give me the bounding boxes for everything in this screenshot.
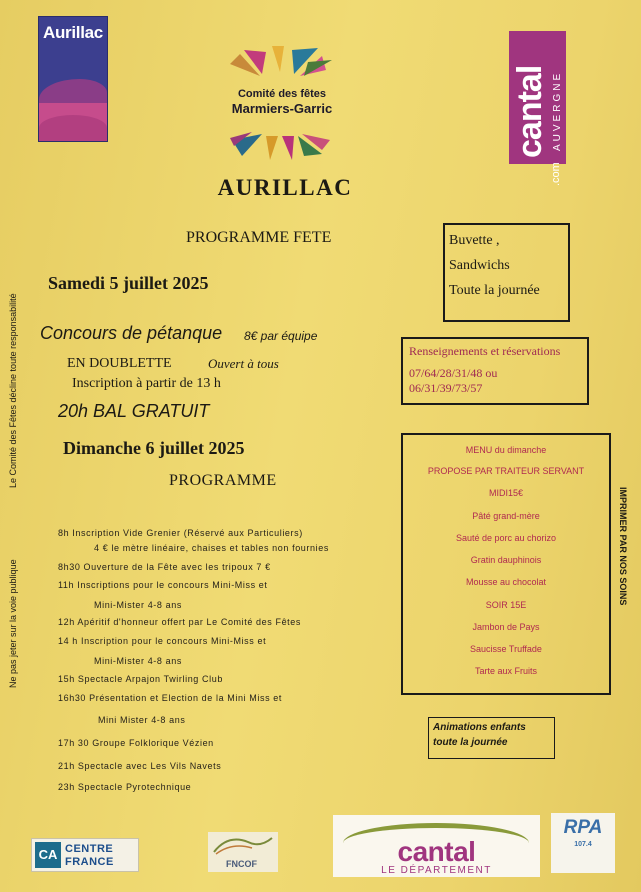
schedule-line: 15h Spectacle Arpajon Twirling Club	[58, 674, 223, 684]
comite-line2: Marmiers-Garric	[231, 101, 333, 116]
sunday-programme-title: PROGRAMME	[169, 472, 277, 489]
rpa-frequency: 107.4	[574, 841, 592, 848]
buvette-line: Buvette ,	[449, 233, 500, 248]
schedule-line: 14 h Inscription pour le concours Mini-Miss et	[58, 636, 267, 646]
bal-label: 20h BAL GRATUIT	[58, 401, 210, 421]
side-note-litter: Ne pas jeter sur la voie publique	[8, 559, 18, 688]
buvette-box	[443, 223, 570, 322]
fncof-logo	[208, 832, 278, 872]
fncof-text: FNCOF	[226, 859, 257, 869]
aurillac-logo-text: Aurillac	[43, 23, 103, 42]
menu-line: Pâté grand-mère	[472, 511, 540, 521]
menu-line: PROPOSE PAR TRAITEUR SERVANT	[427, 466, 585, 476]
schedule-line: Mini Mister 4-8 ans	[98, 715, 186, 725]
schedule-line: 16h30 Présentation et Election de la Mini Miss et	[58, 693, 283, 703]
schedule-line: 8h30 Ouverture de la Fête avec les tripoux 7 €	[58, 562, 271, 572]
cantal-com-name: cantal	[511, 65, 549, 158]
menu-line: Tarte aux Fruits	[474, 666, 538, 676]
credit-agricole-icon: CA	[35, 842, 61, 868]
cantal-com-suffix: .com	[550, 162, 562, 186]
menu-line: MIDI15€	[488, 488, 523, 498]
schedule-line: 8h Inscription Vide Grenier (Réservé aux Particuliers)	[58, 528, 303, 538]
renseignements-box	[401, 337, 589, 405]
animations-box	[428, 717, 555, 759]
ouvert-label: Ouvert à tous	[208, 356, 279, 371]
city-title: AURILLAC	[217, 175, 353, 200]
cantal-com-logo	[509, 31, 566, 186]
phone-number: 07/64/28/31/48 ou	[409, 366, 498, 380]
schedule-line: 21h Spectacle avec Les Vils Navets	[58, 761, 222, 771]
buvette-line: Sandwichs	[449, 258, 510, 273]
menu-line: MENU du dimanche	[465, 445, 547, 455]
menu-line: Mousse au chocolat	[465, 577, 547, 587]
departement-subtitle: LE DÉPARTEMENT	[381, 865, 492, 876]
rpa-name: RPA	[563, 817, 603, 838]
petanque-title: Concours de pétanque	[40, 323, 223, 343]
petanque-price: 8€ par équipe	[244, 329, 318, 343]
departement-name: cantal	[397, 836, 476, 867]
comite-name	[184, 88, 380, 116]
schedule-line: 4 € le mètre linéaire, chaises et tables non fournies	[94, 543, 329, 553]
menu-line: Jambon de Pays	[472, 622, 540, 632]
animations-line: toute la journée	[433, 737, 508, 748]
menu-box	[401, 433, 611, 695]
buvette-line: Toute la journée	[449, 283, 540, 298]
inscription-time: Inscription à partir de 13 h	[72, 376, 221, 391]
aurillac-logo	[38, 16, 108, 142]
menu-line: Sauté de porc au chorizo	[455, 533, 557, 543]
schedule-line: 12h Apéritif d'honneur offert par Le Comité des Fêtes	[58, 617, 301, 627]
side-note-printed: IMPRIMER PAR NOS SOINS	[618, 487, 628, 606]
rpa-logo	[551, 813, 615, 873]
schedule-line: Mini-Mister 4-8 ans	[94, 600, 182, 610]
fncof-swoosh-icon	[208, 832, 278, 858]
programme-title: PROGRAMME FETE	[186, 229, 332, 246]
animations-line: Animations enfants	[433, 722, 526, 733]
ca-line1: CENTRE	[65, 843, 114, 855]
side-note-responsibility: Le Comité des Fêtes décline toute responsabilité	[8, 293, 18, 488]
menu-line: Gratin dauphinois	[470, 555, 542, 565]
schedule-line: 17h 30 Groupe Folklorique Vézien	[58, 738, 214, 748]
sunday-date: Dimanche 6 juillet 2025	[63, 438, 245, 458]
cantal-com-region: AUVERGNE	[552, 70, 563, 151]
schedule-line: 11h Inscriptions pour le concours Mini-Miss et	[58, 580, 268, 590]
comite-line1: Comité des fêtes	[237, 88, 327, 100]
doublette-label: EN DOUBLETTE	[67, 356, 172, 371]
renseignements-header: Renseignements et réservations	[409, 344, 561, 358]
phone-number: 06/31/39/73/57	[409, 381, 483, 395]
credit-agricole-logo	[31, 838, 139, 872]
schedule-line: Mini-Mister 4-8 ans	[94, 656, 182, 666]
cantal-departement-logo	[333, 815, 540, 877]
schedule-line: 23h Spectacle Pyrotechnique	[58, 782, 192, 792]
ca-line2: FRANCE	[65, 856, 114, 868]
menu-line: Saucisse Truffade	[470, 644, 542, 654]
saturday-date: Samedi 5 juillet 2025	[48, 273, 209, 293]
menu-line: SOIR 15E	[485, 600, 527, 610]
